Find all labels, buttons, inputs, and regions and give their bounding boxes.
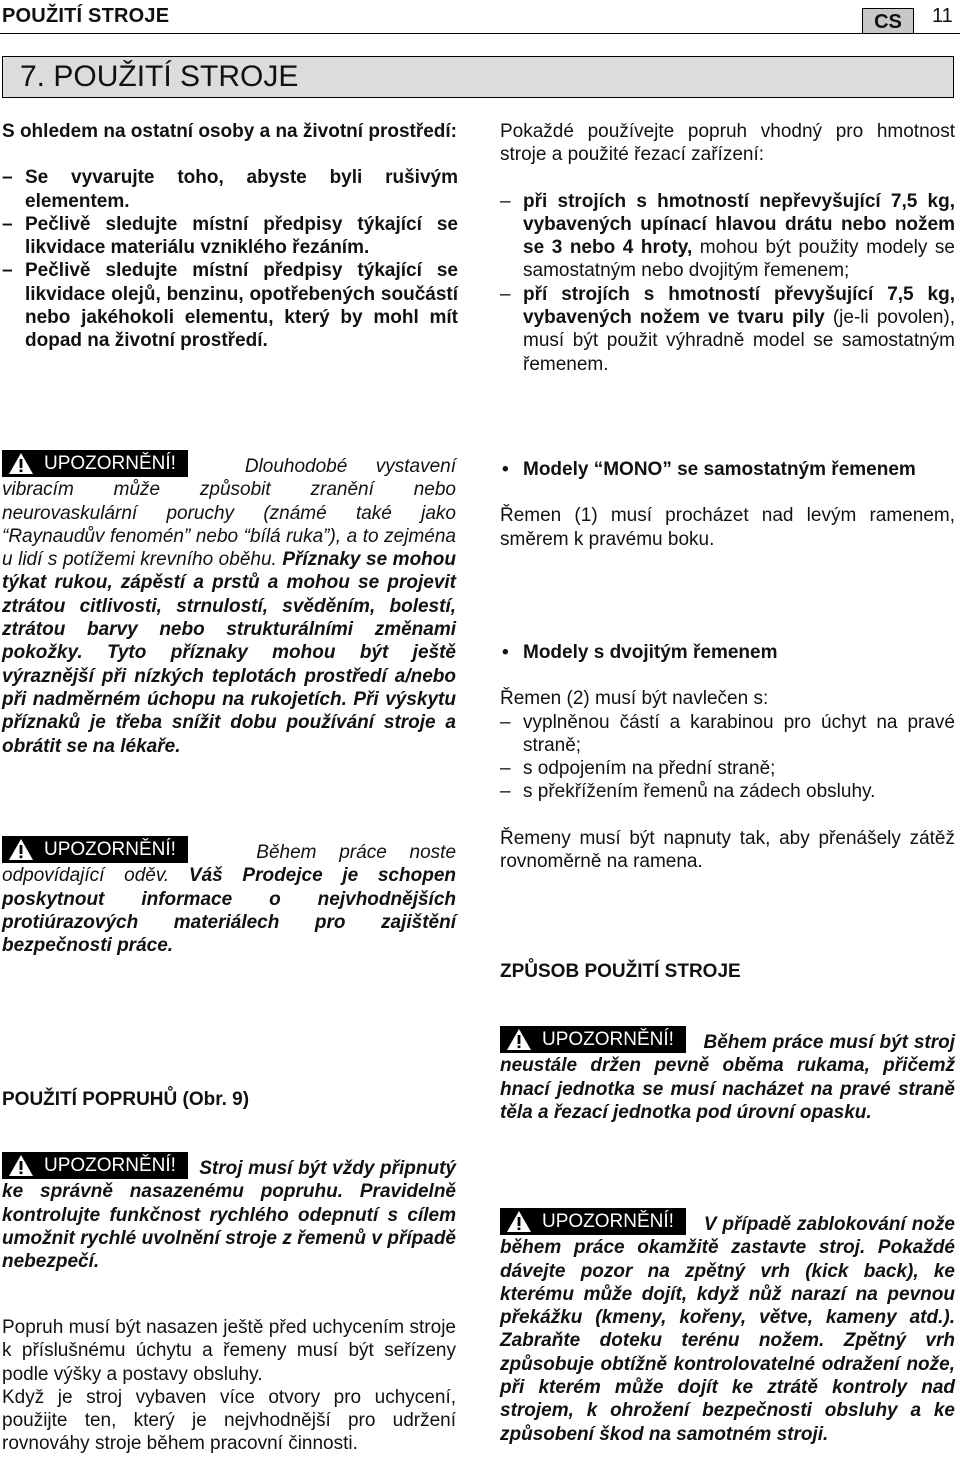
harness-choice-item-rest: (je-li povolen), musí být použit výhradně model se samostatným řemenem. — [523, 307, 955, 375]
harness-choice-item-rest: mohou být použity modely se samostatným nebo dvojitým řemenem; — [523, 237, 955, 282]
harness-use-warning-text: Stroj musí být vždy připnutý ke správně nasazenému popruhu. Pravidelně kontrolujte funkčnost rychlého odepnutí s cílem umožnit rychlé uvolnění stroje z řemenů v případě nebezpečí. — [2, 1158, 456, 1273]
double-strap-item: – s odpojením na přední straně; — [500, 757, 955, 780]
harness-use-paragraph: Když je stroj vybaven více otvory pro uchycení, použijte ten, který je nejvhodnější pro udržení rovnováhy stroje během pracovní činnosti. — [2, 1386, 456, 1455]
warning-triangle-icon — [506, 1210, 532, 1233]
double-strap-outro: Řemeny musí být napnuty tak, aby přenášely zátěž rovnoměrně na ramena. — [500, 827, 955, 873]
harness-use-warning — [2, 1152, 456, 1273]
mono-title: • Modely “MONO” se samostatným řemenem — [500, 458, 955, 481]
warning-label: UPOZORNĚNÍ! — [542, 1210, 674, 1232]
environment-section — [2, 120, 458, 353]
warning-badge — [2, 450, 188, 477]
double-strap-item: – s překřížením řemenů na zádech obsluhy. — [500, 780, 955, 803]
clothing-warning — [2, 836, 456, 957]
warning-badge — [500, 1208, 686, 1235]
usage-block-warning — [500, 1208, 955, 1446]
mono-text: Řemen (1) musí procházet nad levým ramenem, směrem k pravému boku. — [500, 505, 955, 550]
vibration-warning-lead: Dlouhodobé vystavení vibracím může způsobit zranění nebo neurovaskulární poruchy (známé také jako “Raynaudův fenomén” nebo “bílá ruka”), a to zejména u lidí s potížemi krevního oběhu. — [2, 456, 456, 571]
header-divider — [0, 33, 960, 34]
harness-choice-item — [500, 283, 955, 376]
warning-label: UPOZORNĚNÍ! — [44, 452, 176, 474]
vibration-warning-rest: Příznaky se mohou týkat rukou, zápěstí a prstů a mohou se projevit ztrátou citlivosti, strnulostí, svěděním, bolestí, ztrátou barvy nebo strukturálními změnami pokožky. Tyto příznaky mohou být ještě výraznější při nízkých teplotách prostředí a/nebo při nadměrném úchopu na rukojetích. Při výskytu příznaků je třeba snížit dobu používání stroje a obrátit se na lékaře. — [2, 549, 456, 757]
harness-use-body — [2, 1316, 456, 1456]
double-strap-title: • Modely s dvojitým řemenem — [500, 641, 955, 664]
warning-triangle-icon — [506, 1028, 532, 1051]
usage-hold-warning — [500, 1026, 955, 1124]
warning-triangle-icon — [8, 1154, 34, 1177]
harness-use-paragraph: Popruh musí být nasazen ještě před uchycením stroje k příslušnému úchytu a řemeny musí být seřízeny podle výšky a postavy obsluhy. — [2, 1317, 456, 1385]
usage-block-warning-text: V případě zablokování nože během práce okamžitě zastavte stroj. Pokaždé dávejte pozor na zpětný vrh (kick back), ke kterému může dojít, když nůž narazí na pevnou překážku (kmeny, kořeny, větve, kameny atd.). Zabraňte doteku terénu nožem. Zpětný vrh způsobuje obtížně kontrolovatelné odražení nože, při kterém může dojít ke ztrátě kontroly nad strojem, k ohrožení bezpečnosti obsluhy a ke způsobení škod na samotném stroji. — [500, 1214, 955, 1445]
environment-item: – Se vyvarujte toho, abyste byli rušivým elementem. — [2, 166, 458, 213]
warning-badge — [2, 1152, 188, 1179]
clothing-warning-lead: Během práce noste odpovídající oděv. — [2, 842, 457, 887]
environment-heading: S ohledem na ostatní osoby a na životní prostředí: — [2, 121, 458, 142]
environment-item: – Pečlivě sledujte místní předpisy týkající se likvidace materiálu vzniklého řezáním. — [2, 213, 458, 260]
warning-label: UPOZORNĚNÍ! — [542, 1028, 674, 1050]
harness-use-title: POUŽITÍ POPRUHŮ (Obr. 9) — [2, 1089, 250, 1110]
harness-choice-section — [500, 120, 955, 376]
double-strap-section — [500, 641, 955, 873]
double-strap-intro: Řemen (2) musí být navlečen s: — [500, 688, 769, 710]
warning-badge — [500, 1026, 686, 1053]
usage-title: ZPŮSOB POUŽITÍ STROJE — [500, 961, 741, 982]
warning-label: UPOZORNĚNÍ! — [44, 838, 176, 860]
harness-choice-item-bold: při strojích s hmotností nepřevyšující 7,5 kg, vybavených upínací hlavou drátu nebo nožem se 3 nebo 4 hroty, — [523, 190, 955, 259]
environment-item: – Pečlivě sledujte místní předpisy týkající se likvidace olejů, benzinu, opotřebených součástí nebo jakéhokoli elementu, který by mohl mít dopad na životní prostředí. — [2, 259, 458, 352]
language-badge: CS — [862, 8, 914, 34]
harness-choice-item — [500, 190, 955, 283]
warning-label: UPOZORNĚNÍ! — [44, 1154, 176, 1176]
harness-choice-intro: Pokaždé používejte popruh vhodný pro hmotnost stroje a použité řezací zařízení: — [500, 121, 955, 166]
clothing-warning-rest: Váš Prodejce je schopen poskytnout informace o nejvhodnějších protiúrazových materiálech pro zajištění bezpečnosti práce. — [2, 865, 456, 957]
running-header: POUŽITÍ STROJE — [2, 5, 170, 27]
usage-hold-warning-text: Během práce musí být stroj neustále držen pevně oběma rukama, přičemž hnací jednotka se musí nacházet na pravé straně těla a řezací jednotka pod úrovní opasku. — [500, 1032, 955, 1123]
harness-choice-item-bold: pří strojích s hmotností převyšující 7,5 kg, vybavených nožem ve tvaru pily — [523, 283, 955, 329]
warning-triangle-icon — [8, 838, 34, 861]
double-strap-item: – vyplněnou částí a karabinou pro úchyt na pravé straně; — [500, 711, 955, 758]
chapter-title: 7. POUŽITÍ STROJE — [20, 60, 299, 93]
warning-triangle-icon — [8, 452, 34, 475]
warning-badge — [2, 836, 188, 863]
page-number: 11 — [932, 5, 953, 27]
mono-section — [500, 458, 955, 551]
vibration-warning — [2, 450, 456, 758]
